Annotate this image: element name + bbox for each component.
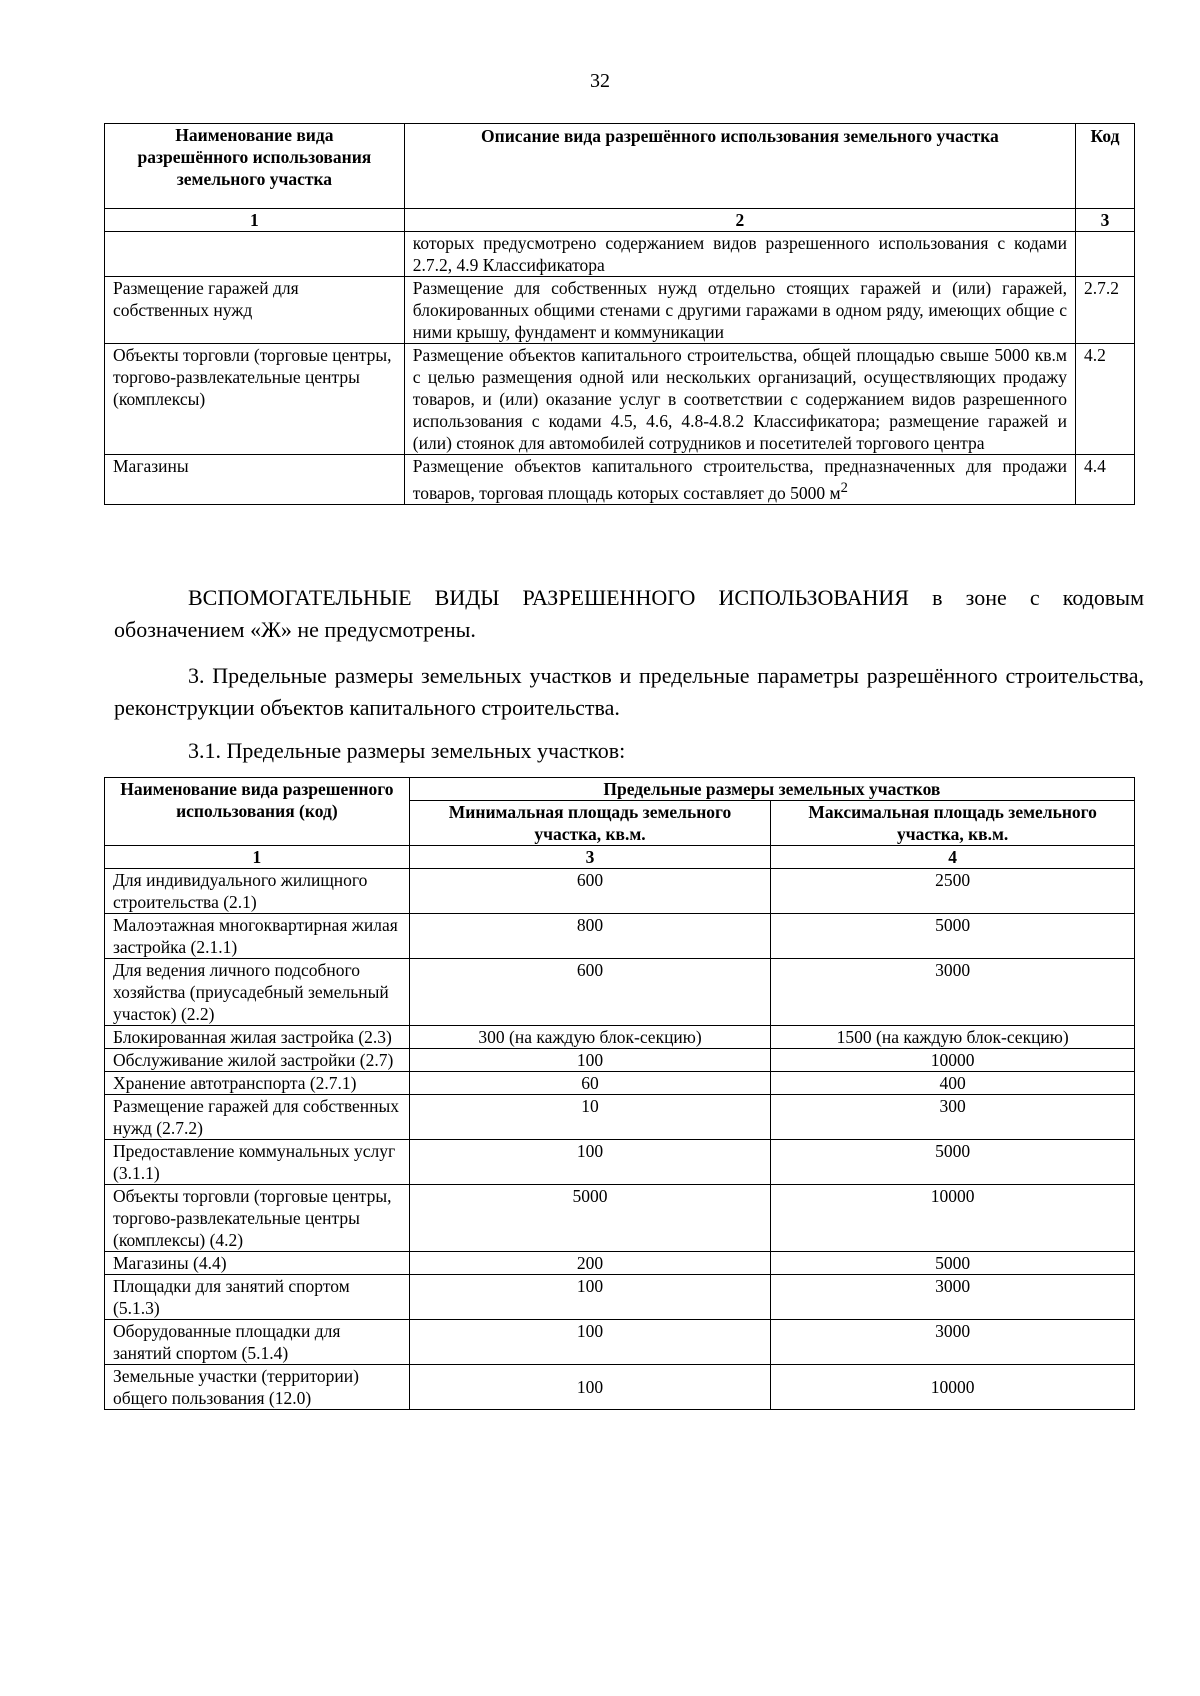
table-row bbox=[105, 869, 1135, 914]
column-number: 3 bbox=[409, 846, 771, 869]
min-area: 100 bbox=[409, 1140, 771, 1185]
use-description-text: Размещение объектов капитального строительства, предназначенных для продажи товаров, торговая площадь которых составляет до 5000 м bbox=[412, 456, 1067, 503]
use-name: Малоэтажная многоквартирная жилая застройка (2.1.1) bbox=[105, 914, 410, 959]
auxiliary-uses-paragraph bbox=[114, 582, 1144, 646]
header-code: Код bbox=[1076, 124, 1135, 209]
use-description bbox=[404, 455, 1075, 505]
table-row bbox=[105, 1185, 1135, 1252]
header-group: Предельные размеры земельных участков bbox=[409, 778, 1134, 801]
max-area: 10000 bbox=[771, 1049, 1135, 1072]
max-area: 3000 bbox=[771, 1275, 1135, 1320]
min-area: 100 bbox=[409, 1049, 771, 1072]
use-name: Обслуживание жилой застройки (2.7) bbox=[105, 1049, 410, 1072]
table-row bbox=[105, 1320, 1135, 1365]
max-area: 1500 (на каждую блок-секцию) bbox=[771, 1026, 1135, 1049]
column-number: 3 bbox=[1076, 209, 1135, 232]
header-max-area: Максимальная площадь земельного участка, кв.м. bbox=[771, 801, 1135, 846]
max-area: 3000 bbox=[771, 1320, 1135, 1365]
use-description: Размещение объектов капитального строительства, общей площадью свыше 5000 кв.м с целью размещения одной или нескольких организаций, осуществляющих продажу товаров, и (или) оказание услуг в соответствии с содержанием видов разрешенного использования с кодами 4.5, 4.6, 4.8-4.8.2 Классификатора; размещение гаражей и (или) стоянок для автомобилей сотрудников и посетителей торгового центра bbox=[404, 344, 1075, 455]
use-name: Магазины (4.4) bbox=[105, 1252, 410, 1275]
max-area: 5000 bbox=[771, 1140, 1135, 1185]
header-name: Наименование вида разрешённого использования земельного участка bbox=[105, 124, 405, 209]
header-name: Наименование вида разрешенного использования (код) bbox=[105, 778, 410, 846]
use-name: Объекты торговли (торговые центры, торгово-развлекательные центры (комплексы) bbox=[105, 344, 405, 455]
table-row bbox=[105, 914, 1135, 959]
max-area: 2500 bbox=[771, 869, 1135, 914]
superscript: 2 bbox=[840, 480, 848, 496]
header-min-area: Минимальная площадь земельного участка, кв.м. bbox=[409, 801, 771, 846]
page-number: 32 bbox=[590, 70, 610, 92]
paragraph-text: 3. Предельные размеры земельных участков и предельные параметры разрешённого строительства, реконструкции объектов капитального строительства. bbox=[114, 663, 1144, 720]
max-area: 5000 bbox=[771, 1252, 1135, 1275]
min-area: 5000 bbox=[409, 1185, 771, 1252]
min-area: 800 bbox=[409, 914, 771, 959]
table-row bbox=[105, 455, 1135, 505]
table-row bbox=[105, 232, 1135, 277]
use-code bbox=[1076, 232, 1135, 277]
use-code: 2.7.2 bbox=[1076, 277, 1135, 344]
use-name: Блокированная жилая застройка (2.3) bbox=[105, 1026, 410, 1049]
min-area: 300 (на каждую блок-секцию) bbox=[409, 1026, 771, 1049]
use-name bbox=[105, 232, 405, 277]
table-row bbox=[105, 344, 1135, 455]
plot-size-limits-table bbox=[104, 777, 1135, 1410]
section-3-1-heading bbox=[114, 735, 1144, 767]
use-name: Хранение автотранспорта (2.7.1) bbox=[105, 1072, 410, 1095]
min-area: 10 bbox=[409, 1095, 771, 1140]
column-number: 1 bbox=[105, 209, 405, 232]
min-area: 60 bbox=[409, 1072, 771, 1095]
max-area: 5000 bbox=[771, 914, 1135, 959]
max-area: 400 bbox=[771, 1072, 1135, 1095]
use-name: Для ведения личного подсобного хозяйства (приусадебный земельный участок) (2.2) bbox=[105, 959, 410, 1026]
min-area: 600 bbox=[409, 869, 771, 914]
use-name: Размещение гаражей для собственных нужд (2.7.2) bbox=[105, 1095, 410, 1140]
use-name: Земельные участки (территории) общего пользования (12.0) bbox=[105, 1365, 410, 1410]
min-area: 100 bbox=[409, 1320, 771, 1365]
use-code: 4.2 bbox=[1076, 344, 1135, 455]
paragraph-text: ВСПОМОГАТЕЛЬНЫЕ ВИДЫ РАЗРЕШЕННОГО ИСПОЛЬЗОВАНИЯ в зоне с кодовым обозначением «Ж» не предусмотрены. bbox=[114, 585, 1144, 642]
column-number-row bbox=[105, 846, 1135, 869]
min-area: 100 bbox=[409, 1275, 771, 1320]
use-code: 4.4 bbox=[1076, 455, 1135, 505]
permitted-use-table bbox=[104, 123, 1135, 505]
max-area: 10000 bbox=[771, 1185, 1135, 1252]
use-name: Оборудованные площадки для занятий спортом (5.1.4) bbox=[105, 1320, 410, 1365]
use-description: которых предусмотрено содержанием видов разрешенного использования с кодами 2.7.2, 4.9 Классификатора bbox=[404, 232, 1075, 277]
table-row bbox=[105, 1275, 1135, 1320]
use-description: Размещение для собственных нужд отдельно стоящих гаражей и (или) гаражей, блокированных общими стенами с другими гаражами в одном ряду, имеющих общие с ними крышу, фундамент и коммуникации bbox=[404, 277, 1075, 344]
column-number-row bbox=[105, 209, 1135, 232]
column-number: 4 bbox=[771, 846, 1135, 869]
use-name: Магазины bbox=[105, 455, 405, 505]
table-row bbox=[105, 277, 1135, 344]
max-area: 300 bbox=[771, 1095, 1135, 1140]
section-3-paragraph bbox=[114, 660, 1144, 724]
column-number: 1 bbox=[105, 846, 410, 869]
table-row bbox=[105, 1049, 1135, 1072]
max-area: 10000 bbox=[771, 1365, 1135, 1410]
use-name: Площадки для занятий спортом (5.1.3) bbox=[105, 1275, 410, 1320]
max-area: 3000 bbox=[771, 959, 1135, 1026]
use-name: Размещение гаражей для собственных нужд bbox=[105, 277, 405, 344]
table-header-row bbox=[105, 124, 1135, 209]
table-row bbox=[105, 1365, 1135, 1410]
table-row bbox=[105, 1095, 1135, 1140]
table-header-row bbox=[105, 778, 1135, 801]
table-row bbox=[105, 1026, 1135, 1049]
use-name: Предоставление коммунальных услуг (3.1.1) bbox=[105, 1140, 410, 1185]
paragraph-text: 3.1. Предельные размеры земельных участков: bbox=[188, 738, 626, 763]
min-area: 600 bbox=[409, 959, 771, 1026]
column-number: 2 bbox=[404, 209, 1075, 232]
table-row bbox=[105, 1072, 1135, 1095]
min-area: 200 bbox=[409, 1252, 771, 1275]
table-row bbox=[105, 1140, 1135, 1185]
table-row bbox=[105, 1252, 1135, 1275]
use-name: Объекты торговли (торговые центры, торгово-развлекательные центры (комплексы) (4.2) bbox=[105, 1185, 410, 1252]
use-name: Для индивидуального жилищного строительства (2.1) bbox=[105, 869, 410, 914]
table-row bbox=[105, 959, 1135, 1026]
min-area: 100 bbox=[409, 1365, 771, 1410]
header-description: Описание вида разрешённого использования земельного участка bbox=[404, 124, 1075, 209]
